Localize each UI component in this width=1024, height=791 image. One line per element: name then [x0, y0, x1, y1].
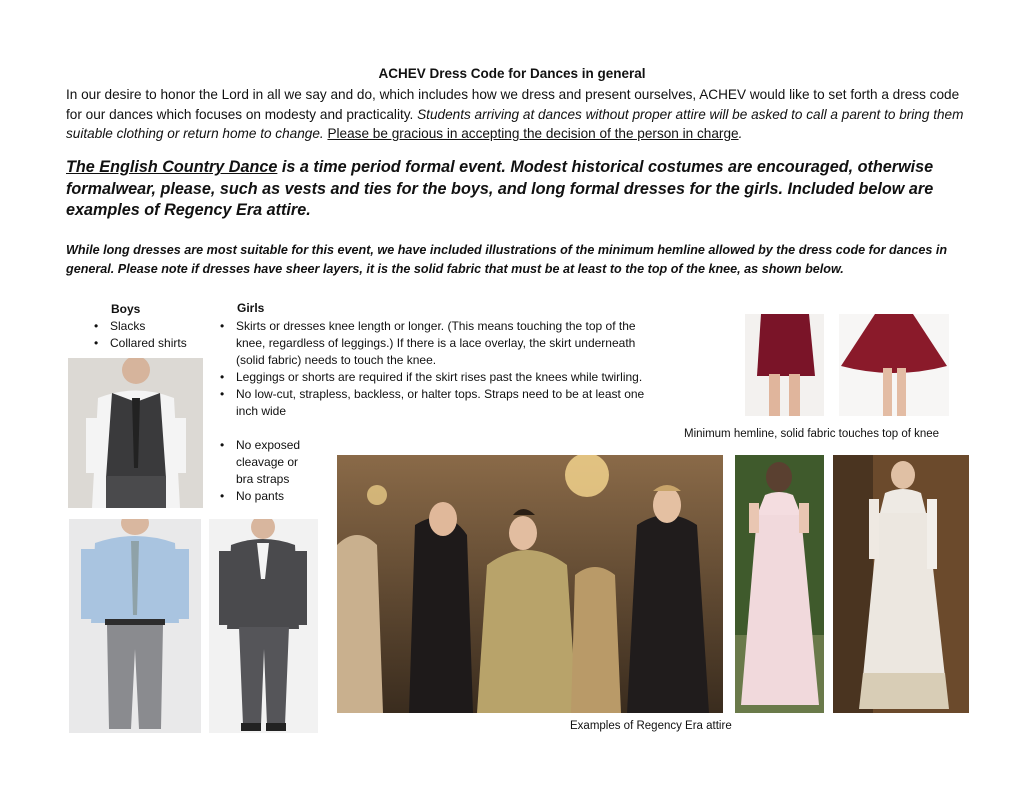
intro-italic-text: Students arriving at dances without proper attire will be asked to call a parent to bring them suitable clothing or return home to change.: [66, 106, 964, 141]
boys-section: [92, 302, 212, 352]
intro-paragraph: [66, 85, 966, 144]
boy-blue-shirt-photo: [69, 519, 201, 733]
regency-pink-dress-photo: [735, 455, 824, 713]
girls-item: • No pants: [218, 488, 318, 505]
regency-ballroom-photo: [337, 455, 723, 713]
girls-item: • Leggings or shorts are required if the skirt rises past the knees while twirling.: [218, 369, 658, 386]
hemline-note: While long dresses are most suitable for this event, we have included illustrations of the minimum hemline allowed by the dress code for dances in general. Please note if dresses have sheer layers, it is the solid fabric that must be at least to the top of the knee, as shown below.: [66, 243, 948, 276]
boys-item: • Slacks: [92, 318, 212, 335]
girls-item: • No low-cut, strapless, backless, or halter tops. Straps need to be at least one inch wide: [218, 386, 658, 420]
event-description: is a time period formal event. Modest historical costumes are encouraged, otherwise formalwear, please, such as vests and ties for the boys, and long formal dresses for the girls. Included below are examples of Regency Era attire.: [66, 158, 934, 219]
girls-list-narrow: [218, 437, 318, 505]
boy-vest-photo: [68, 358, 203, 508]
regency-white-dress-photo: [833, 455, 969, 713]
boys-item: • Collared shirts: [92, 335, 212, 352]
regency-caption: Examples of Regency Era attire: [570, 720, 732, 732]
girls-item: • Skirts or dresses knee length or longer. (This means touching the top of the knee, regardless of leggings.) If there is a lace overlay, the skirt underneath (solid fabric) needs to touch the knee.: [218, 318, 658, 369]
girls-list: [218, 318, 658, 420]
intro-text: In our desire to honor the Lord in all we say and do, which includes how we dress and present ourselves, ACHEV would like to set forth a dress code for our dances which focuses on modesty and practicality.: [66, 87, 960, 122]
hemline-photo-straight: [745, 314, 824, 416]
event-name: The English Country Dance: [66, 158, 278, 176]
boys-list: [92, 318, 212, 352]
girls-heading: Girls: [237, 301, 265, 315]
english-country-dance-paragraph: [66, 157, 966, 222]
boy-suit-photo: [209, 519, 318, 733]
intro-underlined-text: Please be gracious in accepting the decision of the person in charge: [327, 126, 739, 141]
girls-item: • No exposed cleavage or bra straps: [218, 437, 318, 488]
boys-heading: Boys: [111, 302, 141, 316]
hemline-photo-flared: [839, 314, 949, 416]
hemline-caption: Minimum hemline, solid fabric touches top of knee: [684, 428, 940, 440]
document-title: ACHEV Dress Code for Dances in general: [378, 66, 646, 81]
intro-end: .: [738, 126, 743, 141]
